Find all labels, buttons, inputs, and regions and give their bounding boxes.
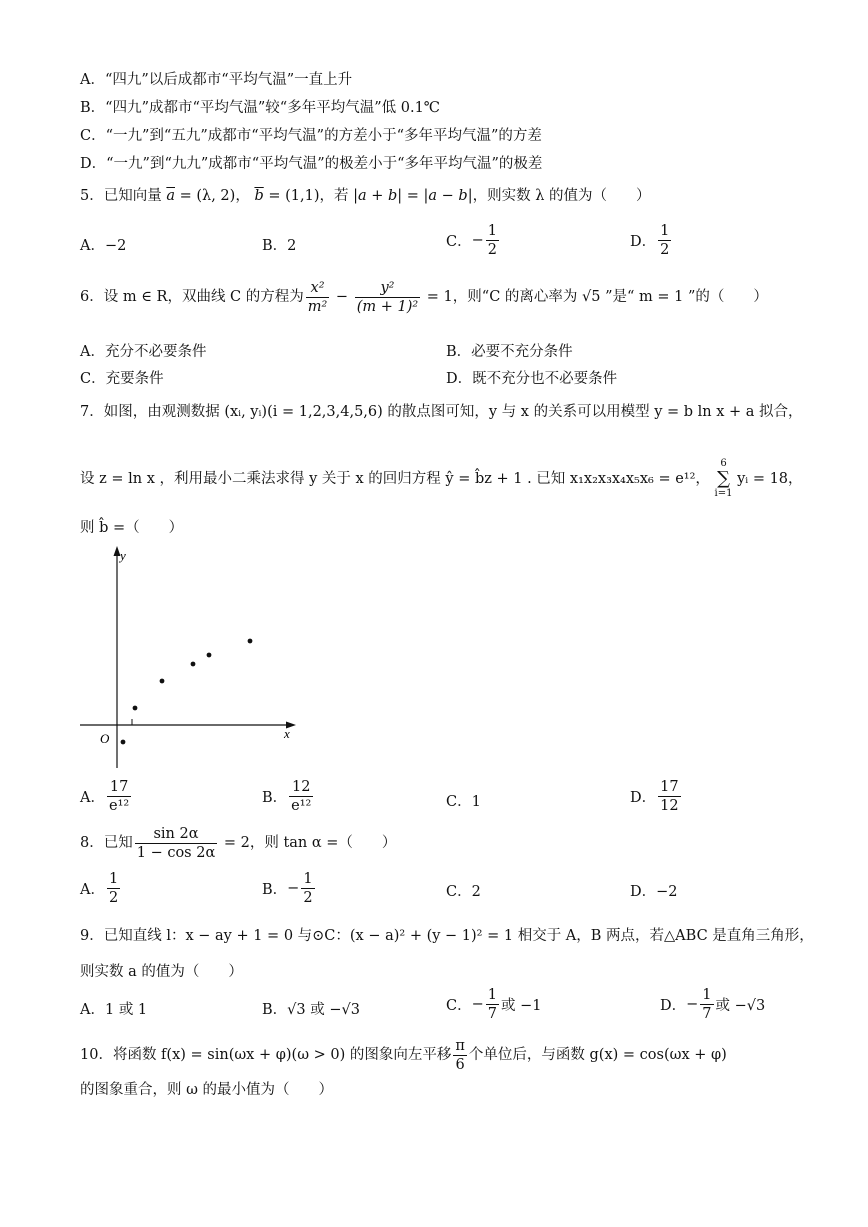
- q5-option-b: B．2: [262, 238, 297, 254]
- q7-line-3: 则 b̂ =（ ）: [80, 520, 184, 536]
- fraction-pi-6: $\frac{\pi}{6}$: [455, 1037, 465, 1073]
- x-axis-label: x: [284, 726, 290, 741]
- q5-option-a: A．−2: [80, 238, 127, 254]
- fraction: $\frac{12}{\text{e¹²}}$: [291, 779, 312, 814]
- q6-option-a: A．充分不必要条件: [80, 344, 207, 360]
- q6-option-d: D．既不充分也不必要条件: [446, 371, 618, 387]
- q10-stem: 10．将函数 f(x) = sin(ωx + φ)(ω > 0) 的图象向左平移 $\frac{\pi}{6}$ 个单位后，与函数 g(x) = cos(ωx + φ): [80, 1037, 727, 1073]
- fraction-sin2a: $\frac{\sin 2\alpha}{1 - \cos 2\alpha}$: [136, 825, 216, 861]
- q6-option-c: C．充要条件: [80, 371, 164, 387]
- fraction: $\frac{1}{7}$: [702, 987, 712, 1022]
- summation: 6 ∑ i=1: [714, 458, 733, 499]
- fraction: $\frac{1}{2}$: [108, 871, 119, 906]
- data-point: [121, 740, 126, 745]
- q8-option-a: A． $\frac{1}{2}$: [80, 871, 119, 906]
- q7-line-2: 设 z = ln x ，利用最小二乘法求得 y 关于 x 的回归方程 ŷ = b̂z + 1 . 已知 x₁x₂x₃x₄x₅x₆ = e¹²， 6 ∑ i=1 yᵢ = 18，: [80, 458, 803, 499]
- q10-line-2: 的图象重合，则 ω 的最小值为（ ）: [80, 1082, 334, 1098]
- fraction: $\frac{1}{7}$: [487, 987, 497, 1022]
- q5-option-c: C．− $\frac{1}{2}$: [446, 223, 497, 258]
- q9-option-c: C．− $\frac{1}{7}$ 或 −1: [446, 987, 542, 1022]
- q9-option-d: D．− $\frac{1}{7}$ 或 −√3: [660, 987, 766, 1022]
- q8-stem: 8．已知 $\frac{\sin 2\alpha}{1 - \cos 2\alpha}$ = 2，则 tan α =（ ）: [80, 825, 397, 861]
- q9-option-b: B．√3 或 −√3: [262, 1002, 360, 1018]
- q4-option-d: D．“一九”到“九九”成都市“平均气温”的极差小于“多年平均气温”的极差: [80, 156, 543, 172]
- fraction: $\frac{17}{12}$: [660, 779, 679, 814]
- q9-line-2: 则实数 a 的值为（ ）: [80, 964, 243, 980]
- abs-expression: |a + b| = |a − b|: [353, 188, 473, 204]
- vector-a: $\overline{a}$: [166, 188, 175, 204]
- fraction: $\frac{1}{2}$: [303, 871, 313, 906]
- scatter-plot-figure: [76, 540, 306, 772]
- q8-option-b: B．− $\frac{1}{2}$: [262, 871, 313, 906]
- fraction-y2-m1: $\frac{\text{y²}}{\text{(m + 1)²}}$: [356, 279, 419, 315]
- fraction: $\frac{1}{2}$: [660, 223, 670, 258]
- origin-label: O: [100, 731, 110, 746]
- data-point: [160, 679, 165, 684]
- data-point: [191, 662, 196, 667]
- q7-line-1: 7．如图，由观测数据 (xᵢ, yᵢ)(i = 1,2,3,4,5,6) 的散点图可知，y 与 x 的关系可以用模型 y = b ln x + a 拟合，: [80, 404, 803, 420]
- q7-option-a: A． $\frac{17}{\text{e¹²}}$: [80, 779, 130, 814]
- q8-option-d: D．−2: [630, 884, 678, 900]
- q5-stem: 5．已知向量 $\overline{a} = (\lambda$, 2)， $\overline{b} = (1,1)$，若 |a + b| = |a − b|，则实数 λ 的值为（ ）: [80, 188, 651, 204]
- fraction-x2-m2: $\frac{\text{x²}}{\text{m²}}$: [307, 279, 328, 315]
- q7-option-d: D． $\frac{17}{12}$: [630, 779, 679, 814]
- q6-stem: 6．设 m ∈ R，双曲线 C 的方程为 $\frac{\text{x²}}{\text{m²}}$ − $\frac{\text{y²}}{\text{(m + 1)²}}$ = 1，则“C 的离心率为 √5 ”是“ m = 1 ”的（ ）: [80, 279, 768, 315]
- q7-option-c: C．1: [446, 794, 481, 810]
- q6-option-b: B．必要不充分条件: [446, 344, 573, 360]
- q4-option-b: B．“四九”成都市“平均气温”较“多年平均气温”低 0.1℃: [80, 100, 441, 116]
- fraction: $\frac{1}{2}$: [487, 223, 497, 258]
- q9-line-1: 9．已知直线 l：x − ay + 1 = 0 与⊙C：(x − a)² + (y − 1)² = 1 相交于 A，B 两点，若△ABC 是直角三角形，: [80, 928, 814, 944]
- q4-option-c: C．“一九”到“五九”成都市“平均气温”的方差小于“多年平均气温”的方差: [80, 128, 542, 144]
- y-axis-label: y: [120, 548, 126, 563]
- q8-option-c: C．2: [446, 884, 481, 900]
- vector-b: $\overline{b}$: [254, 188, 264, 204]
- q7-option-b: B． $\frac{12}{\text{e¹²}}$: [262, 779, 312, 814]
- q4-option-a: A．“四九”以后成都市“平均气温”一直上升: [80, 72, 353, 88]
- data-point: [207, 653, 212, 658]
- q9-option-a: A．1 或 1: [80, 1002, 148, 1018]
- q5-option-d: D． $\frac{1}{2}$: [630, 223, 670, 258]
- fraction: $\frac{17}{\text{e¹²}}$: [108, 779, 130, 814]
- data-point: [133, 706, 138, 711]
- data-point: [248, 639, 253, 644]
